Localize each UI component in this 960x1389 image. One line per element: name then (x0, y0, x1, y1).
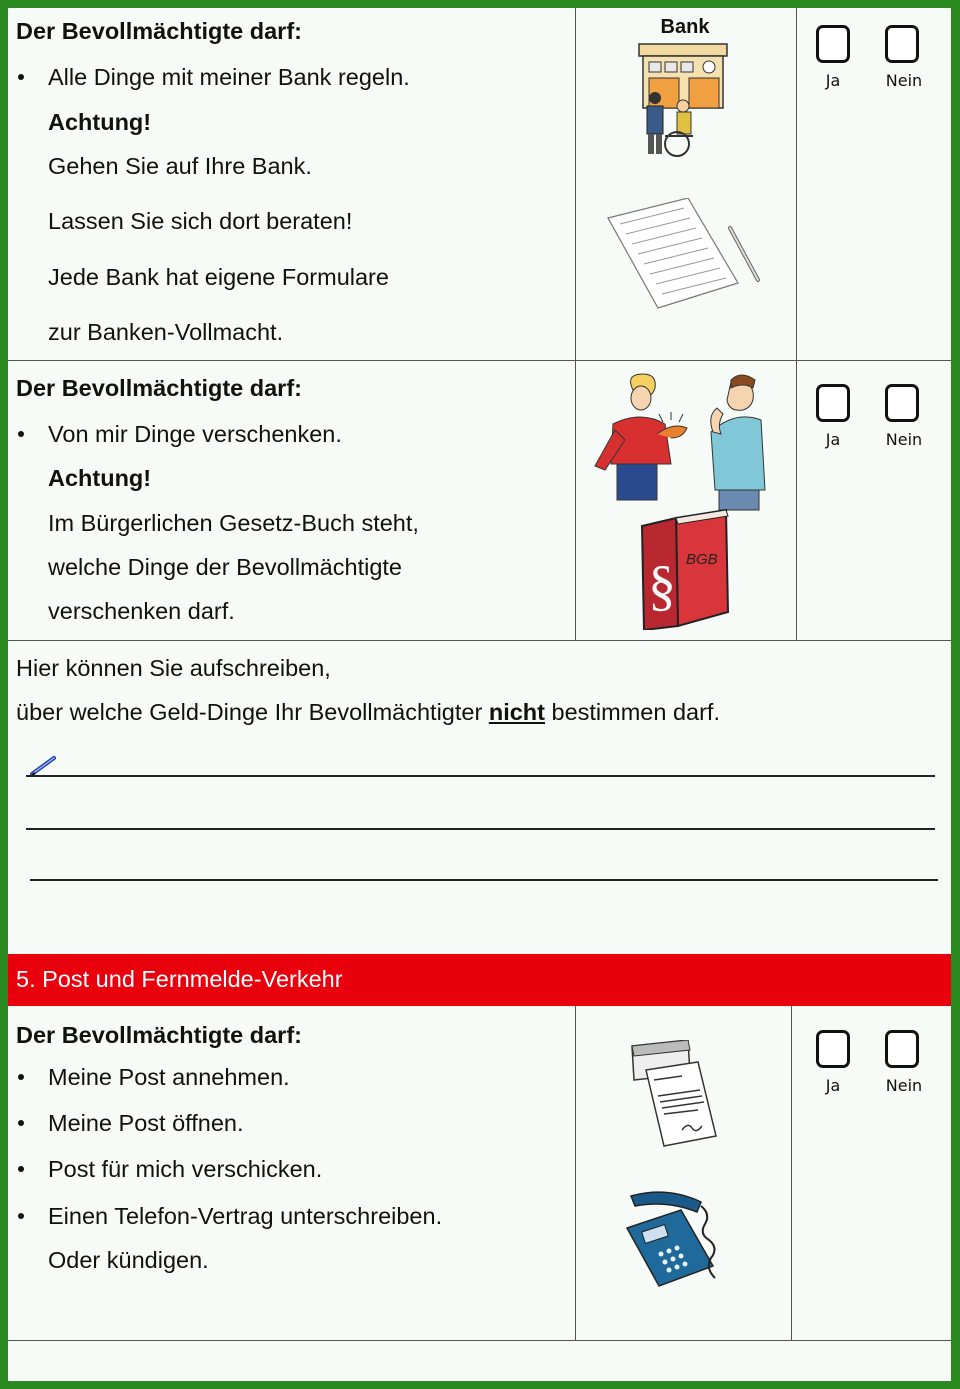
section5-bullet: Post für mich verschicken. (48, 1156, 323, 1182)
section3-line2: über welche Geld-Dinge Ihr Bevollmächtigter nicht bestimmen darf. (16, 699, 720, 725)
yes-label: Ja (825, 71, 841, 90)
yes-label: Ja (825, 430, 841, 449)
letter-icon (628, 1040, 723, 1148)
writing-line[interactable] (30, 879, 938, 881)
section1-line: zur Banken-Vollmacht. (48, 319, 284, 345)
law-book-icon (636, 508, 732, 630)
section1-line: Gehen Sie auf Ihre Bank. (48, 153, 312, 179)
section5-bullet: Meine Post öffnen. (48, 1110, 244, 1136)
no-label: Nein (885, 71, 923, 90)
bullet-dot (18, 1074, 24, 1080)
paragraph-symbol: § (648, 555, 676, 617)
writing-line[interactable] (26, 775, 935, 777)
bank-icon (633, 16, 743, 166)
bank-label: Bank (660, 16, 710, 38)
row-divider (8, 640, 951, 641)
bullet-dot (18, 1120, 24, 1126)
section2-bullet: Von mir Dinge verschenken. (48, 421, 342, 447)
column-divider (791, 1006, 792, 1340)
emphasis-nicht: nicht (488, 699, 545, 725)
section1-line: Lassen Sie sich dort beraten! (48, 208, 353, 234)
section5-heading: Der Bevollmächtigte darf: (16, 1022, 302, 1048)
section-banner (8, 954, 951, 1006)
form-page (8, 8, 951, 1381)
book-label: BGB (686, 551, 718, 568)
section2-line: Im Bürgerlichen Gesetz-Buch steht, (48, 510, 419, 536)
section-title: 5. Post und Fernmelde-Verkehr (16, 966, 343, 992)
column-divider (796, 8, 797, 640)
section5-bullet: Einen Telefon-Vertrag unterschreiben. (48, 1203, 443, 1229)
no-label: Nein (885, 430, 923, 449)
writing-line[interactable] (26, 828, 935, 830)
gift-giving-icon (593, 372, 768, 512)
section2-heading: Der Bevollmächtigte darf: (16, 375, 302, 401)
section1-line: Jede Bank hat eigene Formulare (48, 264, 389, 290)
section2-line: verschenken darf. (48, 598, 235, 624)
bullet-dot (18, 1166, 24, 1172)
telephone-icon (621, 1188, 731, 1292)
row-divider (8, 360, 951, 361)
section1-achtung: Achtung! (48, 109, 152, 135)
section1-bullet: Alle Dinge mit meiner Bank regeln. (48, 64, 410, 90)
section5-extra: Oder kündigen. (48, 1247, 209, 1273)
section5-bullet: Meine Post annehmen. (48, 1064, 290, 1090)
section2-achtung: Achtung! (48, 465, 152, 491)
row-divider (8, 1340, 951, 1341)
no-checkbox[interactable] (885, 25, 919, 63)
no-label: Nein (885, 1076, 923, 1095)
bullet-dot (18, 1213, 24, 1219)
section3-line1: Hier können Sie aufschreiben, (16, 655, 331, 681)
no-checkbox[interactable] (885, 384, 919, 422)
yes-checkbox[interactable] (816, 25, 850, 63)
section2-line: welche Dinge der Bevollmächtigte (48, 554, 402, 580)
yes-label: Ja (825, 1076, 841, 1095)
yes-checkbox[interactable] (816, 384, 850, 422)
bullet-dot (18, 74, 24, 80)
section1-heading: Der Bevollmächtigte darf: (16, 18, 302, 44)
column-divider (575, 1006, 576, 1340)
bullet-dot (18, 431, 24, 437)
no-checkbox[interactable] (885, 1030, 919, 1068)
yes-checkbox[interactable] (816, 1030, 850, 1068)
column-divider (575, 8, 576, 640)
form-and-pen-icon (598, 198, 768, 318)
